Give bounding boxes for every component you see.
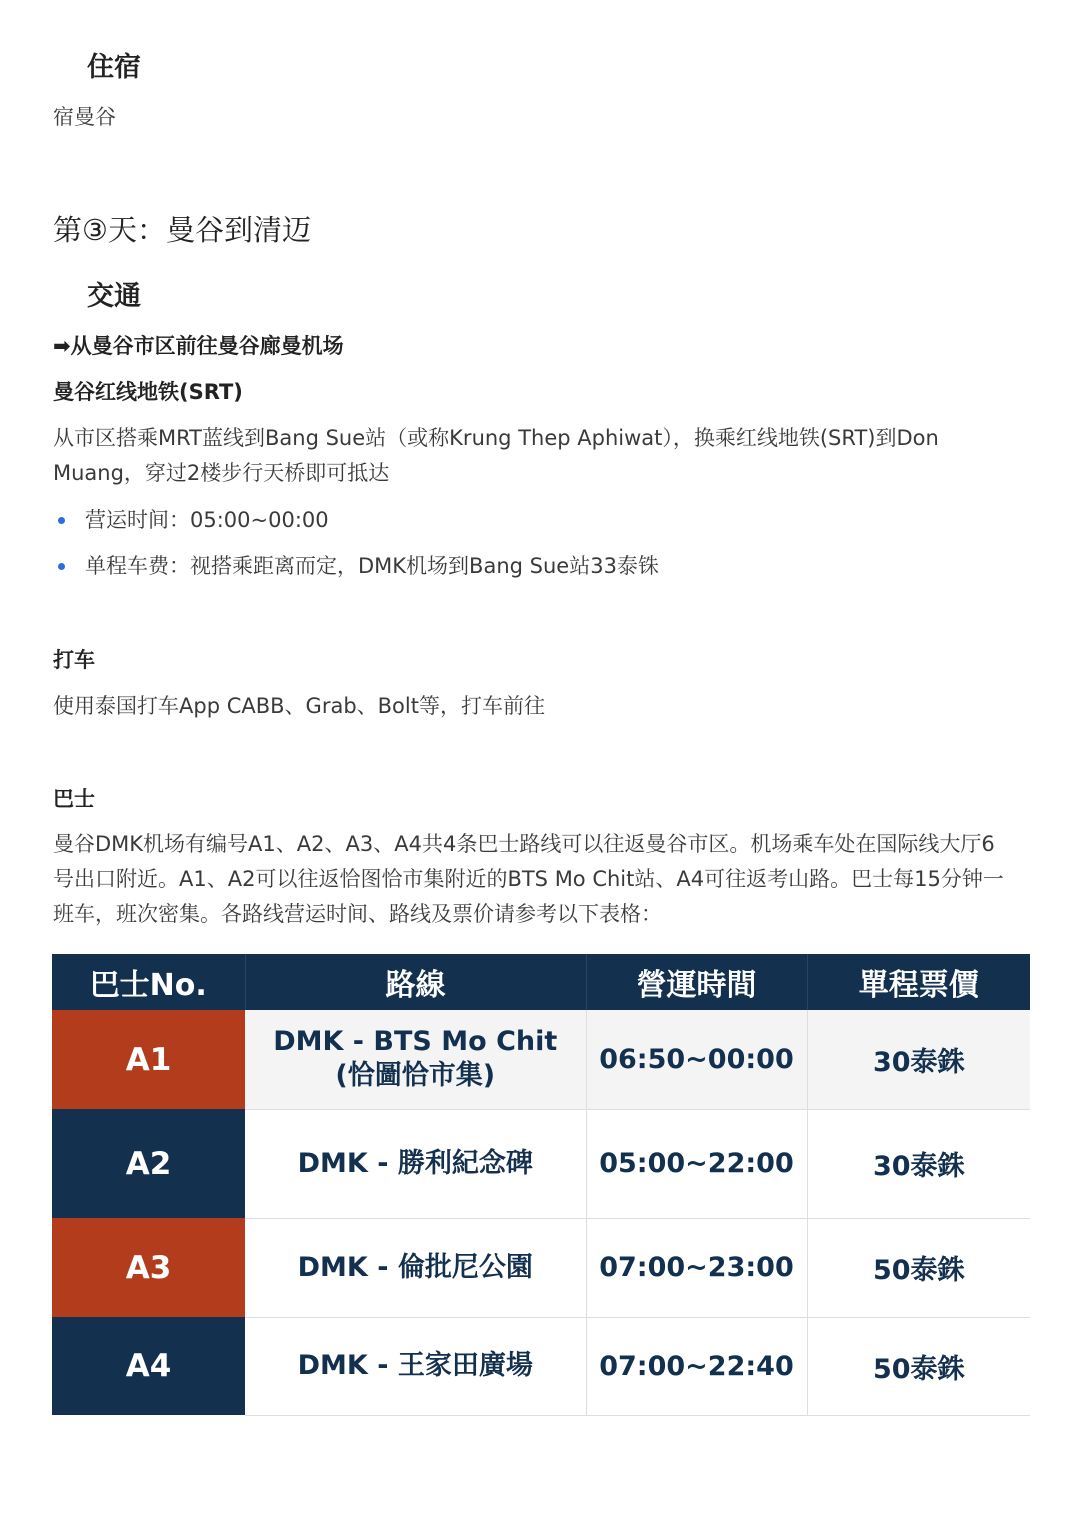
- srt-info-list: [53, 505, 1033, 597]
- srt-description-line-2: Muang，穿过2楼步行天桥即可抵达: [53, 461, 390, 485]
- route-cell: [245, 1317, 586, 1415]
- bus-heading: 巴士: [53, 787, 95, 811]
- header-route: 路線: [245, 954, 586, 1010]
- route-name: DMK - 王家田廣場: [297, 1350, 533, 1381]
- route-name: DMK - 倫批尼公園: [297, 1251, 533, 1283]
- bus-route-table: [52, 954, 1030, 1416]
- hours-cell: 05:00~22:00: [586, 1109, 807, 1218]
- table-row: [52, 1317, 1030, 1415]
- bus-code: A3: [52, 1218, 245, 1317]
- route-heading: ➡从曼谷市区前往曼谷廊曼机场: [53, 334, 344, 358]
- bus-code: A1: [52, 1010, 245, 1109]
- route-cell: [245, 1109, 586, 1218]
- bus-description-line-3: 班车，班次密集。各路线营运时间、路线及票价请参考以下表格：: [53, 902, 662, 926]
- header-hours: 營運時間: [586, 954, 807, 1010]
- bullet-dot: [58, 563, 65, 570]
- bus-description-line-1: 曼谷DMK机场有编号A1、A2、A3、A4共4条巴士路线可以往返曼谷市区。机场乘车处在国际线大厅6: [53, 832, 995, 856]
- table-row: [52, 1218, 1030, 1317]
- day-title: 第③天：曼谷到清迈: [53, 213, 311, 247]
- header-bus-no: 巴士No.: [52, 954, 245, 1010]
- srt-heading: 曼谷红线地铁(SRT): [53, 380, 243, 404]
- route-cell: [245, 1010, 586, 1109]
- list-item-text: 营运时间：05:00~00:00: [85, 508, 329, 532]
- bus-description: [53, 827, 1043, 932]
- list-item-text: 单程车费：视搭乘距离而定，DMK机场到Bang Sue站33泰铢: [85, 554, 659, 578]
- table-header-row: [52, 954, 1030, 1010]
- fare-cell: 50泰銖: [807, 1317, 1030, 1415]
- route-note: (恰圖恰市集): [335, 1060, 496, 1092]
- taxi-text: 使用泰国打车App CABB、Grab、Bolt等，打车前往: [53, 694, 545, 718]
- route-cell: [245, 1218, 586, 1317]
- hours-cell: 06:50~00:00: [586, 1010, 807, 1109]
- header-fare: 單程票價: [807, 954, 1030, 1010]
- table-row: [52, 1010, 1030, 1109]
- srt-description: [53, 421, 1033, 491]
- list-item-hours: [53, 505, 1033, 535]
- hours-cell: 07:00~22:40: [586, 1317, 807, 1415]
- srt-description-line-1: 从市区搭乘MRT蓝线到Bang Sue站（或称Krung Thep Aphiwat），换乘红线地铁(SRT)到Don: [53, 426, 939, 450]
- accommodation-text: 宿曼谷: [53, 105, 116, 129]
- route-name: DMK - 勝利紀念碑: [297, 1147, 533, 1179]
- bus-code: A4: [52, 1317, 245, 1415]
- fare-cell: 50泰銖: [807, 1218, 1030, 1317]
- table-row: [52, 1109, 1030, 1218]
- bus-code: A2: [52, 1109, 245, 1218]
- accommodation-heading: 住宿: [87, 52, 141, 83]
- list-item-fare: [53, 551, 1033, 581]
- taxi-heading: 打车: [53, 648, 95, 672]
- bullet-dot: [58, 517, 65, 524]
- fare-cell: 30泰銖: [807, 1109, 1030, 1218]
- bus-description-line-2: 号出口附近。A1、A2可以往返恰图恰市集附近的BTS Mo Chit站、A4可往返考山路。巴士每15分钟一: [53, 867, 1004, 891]
- route-name: DMK - BTS Mo Chit: [273, 1026, 558, 1058]
- hours-cell: 07:00~23:00: [586, 1218, 807, 1317]
- fare-cell: 30泰銖: [807, 1010, 1030, 1109]
- transport-heading: 交通: [87, 281, 141, 312]
